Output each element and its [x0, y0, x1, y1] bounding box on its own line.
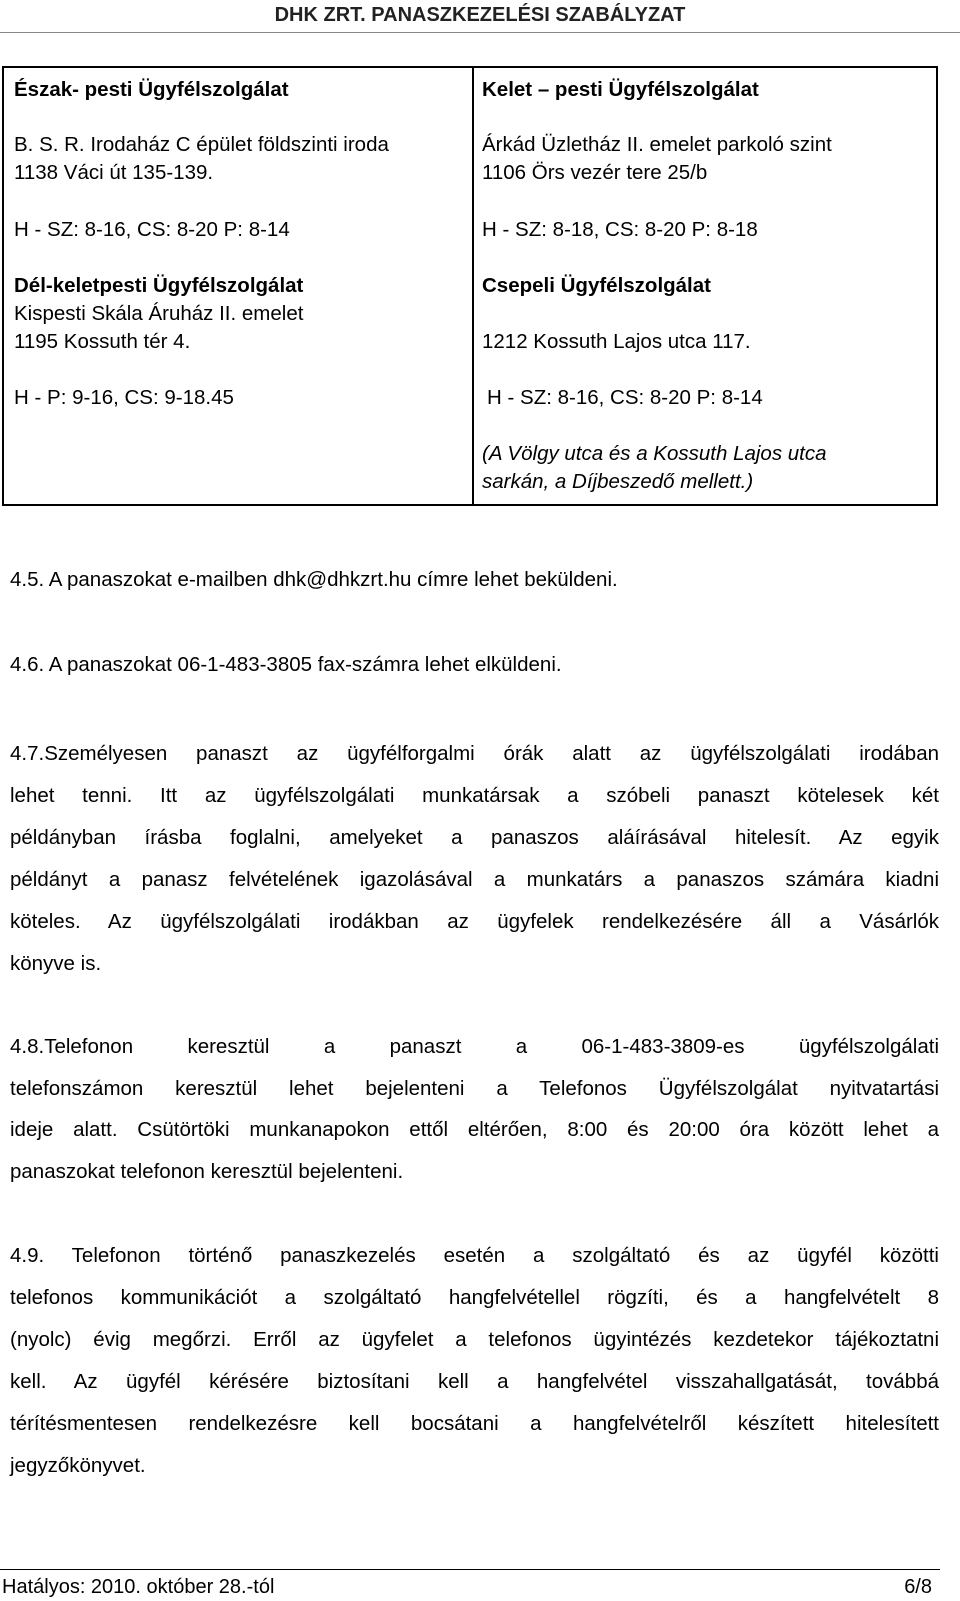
southeast-office-hours: H - P: 9-16, CS: 9-18.45: [14, 386, 234, 409]
section-4-8-line: telefonszámon keresztül lehet bejelenteni a Telefonos Ügyfélszolgálat nyitvatartási: [10, 1076, 939, 1100]
north-office-address-line1: B. S. R. Irodaház C épület földszinti iroda: [14, 133, 389, 156]
section-4-9-line: térítésmentesen rendelkezésre kell bocsátani a hangfelvételről készített hitelesített: [10, 1412, 939, 1435]
section-4-8-line: panaszokat telefonon keresztül bejelenteni.: [10, 1159, 404, 1183]
east-office-address-line1: Árkád Üzletház II. emelet parkoló szint: [482, 133, 832, 156]
southeast-office-address-line2: 1195 Kossuth tér 4.: [14, 330, 191, 353]
section-4-7: [10, 733, 939, 985]
east-office-address-line2: 1106 Örs vezér tere 25/b: [482, 161, 708, 184]
section-4-8-line: ideje alatt. Csütörtöki munkanapokon ettől eltérően, 8:00 és 20:00 óra között lehet a: [10, 1118, 939, 1141]
footer-page-number: 6/8: [904, 1576, 932, 1598]
footer-effective-date: Hatályos: 2010. október 28.-tól: [2, 1576, 275, 1598]
southeast-office-address-line1: Kispesti Skála Áruház II. emelet: [14, 302, 304, 325]
table-divider: [472, 68, 474, 504]
north-office-hours: H - SZ: 8-16, CS: 8-20 P: 8-14: [14, 218, 290, 241]
section-4-9-line: 4.9. Telefonon történő panaszkezelés esetén a szolgáltató és az ügyfél közötti: [10, 1244, 939, 1267]
section-4-8: [10, 1026, 939, 1192]
section-4-7-line: példányban írásba foglalni, amelyeket a panaszos aláírásával hitelesít. Az egyik: [10, 826, 939, 849]
section-4-9-line: jegyzőkönyvet.: [10, 1454, 146, 1477]
southeast-office-title: Dél-keletpesti Ügyfélszolgálat: [14, 274, 304, 297]
csepel-office-address: 1212 Kossuth Lajos utca 117.: [482, 330, 751, 353]
section-4-9-line: (nyolc) évig megőrzi. Erről az ügyfelet a telefonos ügyintézés kezdetekor tájékoztatni: [10, 1328, 939, 1351]
csepel-office-title: Csepeli Ügyfélszolgálat: [482, 274, 711, 297]
section-4-7-line: 4.7.Személyesen panaszt az ügyfélforgalmi órák alatt az ügyfélszolgálati irodában: [10, 742, 939, 765]
document-header: DHK ZRT. PANASZKEZELÉSI SZABÁLYZAT: [274, 4, 686, 26]
section-4-9: [10, 1235, 939, 1487]
csepel-office-note-line2: sarkán, a Díjbeszedő mellett.): [482, 470, 754, 493]
east-office-hours: H - SZ: 8-18, CS: 8-20 P: 8-18: [482, 218, 758, 241]
section-4-7-line: lehet tenni. Itt az ügyfélszolgálati munkatársak a szóbeli panaszt kötelesek két: [10, 784, 939, 807]
section-4-5: 4.5. A panaszokat e-mailben dhk@dhkzrt.hu címre lehet beküldeni.: [10, 568, 618, 591]
section-4-6: 4.6. A panaszokat 06-1-483-3805 fax-számra lehet elküldeni.: [10, 653, 562, 676]
csepel-office-note-line1: (A Völgy utca és a Kossuth Lajos utca: [482, 442, 827, 465]
csepel-office-hours: H - SZ: 8-16, CS: 8-20 P: 8-14: [487, 386, 763, 409]
section-4-7-line: könyve is.: [10, 952, 102, 975]
east-office-title: Kelet – pesti Ügyfélszolgálat: [482, 78, 759, 101]
north-office-address-line2: 1138 Váci út 135-139.: [14, 161, 214, 184]
north-office-title: Észak- pesti Ügyfélszolgálat: [14, 78, 289, 101]
header-rule: [0, 32, 960, 33]
section-4-9-line: kell. Az ügyfél kérésére biztosítani kell a hangfelvétel visszahallgatását, továbbá: [10, 1370, 939, 1393]
section-4-8-line: 4.8.Telefonon keresztül a panaszt a 06-1-483-3809-es ügyfélszolgálati: [10, 1035, 939, 1058]
section-4-7-line: példányt a panasz felvételének igazolásával a munkatárs a panaszos számára kiadni: [10, 868, 939, 891]
section-4-9-line: telefonos kommunikációt a szolgáltató hangfelvétellel rögzíti, és a hangfelvételt 8: [10, 1286, 939, 1309]
footer-rule: [0, 1569, 940, 1570]
section-4-7-line: köteles. Az ügyfélszolgálati irodákban az ügyfelek rendelkezésére áll a Vásárlók: [10, 910, 939, 933]
office-table: [2, 66, 938, 506]
